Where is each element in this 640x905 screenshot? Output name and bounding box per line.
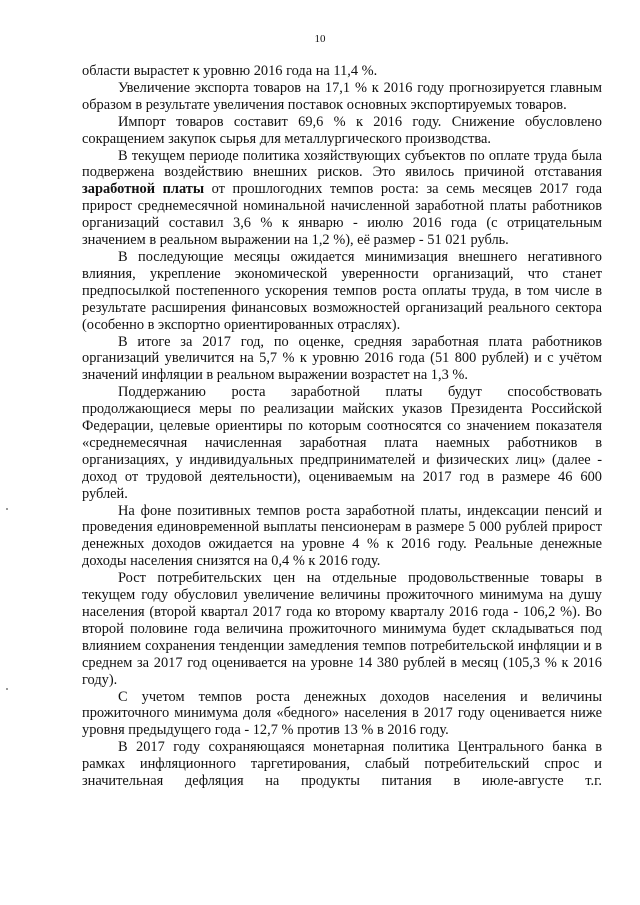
paragraph-annual-wage: В итоге за 2017 год, по оценке, средняя заработная плата работников организаций увеличится на 5,7 % к уровню 2016 года (51 800 рублей) и с учётом значений инфляции в реальном выражении возрастет на 1,3 %. — [82, 333, 602, 384]
paragraph-regional-growth: области вырастет к уровню 2016 года на 11,4 %. — [82, 63, 378, 79]
paragraph-wage-policy — [82, 148, 602, 249]
paragraph-monetary-policy: В 2017 году сохраняющаяся монетарная политика Центрального банка в рамках инфляционного таргетирования, слабый потребительский спрос и значительная дефляция на продукты питания в июле-августе т.г. — [82, 739, 602, 790]
paragraph-export: Увеличение экспорта товаров на 17,1 % к 2016 году прогнозируется главным образом в результате увеличения поставок основных экспортируемых товаров. — [82, 79, 602, 113]
document-body — [82, 63, 602, 790]
paragraph-external-influence: В последующие месяцы ожидается минимизация внешнего негативного влияния, укрепление экономической уверенности организаций, что станет предпосылкой постепенного ускорения темпов роста оплаты труда, в том числе в результате расширения финансовых возможностей организаций реального сектора (особенно в экспортно ориентированных отраслях). — [82, 248, 602, 333]
paragraph-wage-policy-start: В текущем периоде политика хозяйствующих субъектов по оплате труда была подвержена воздействию внешних рисков. Это явилось причиной отставания — [82, 147, 602, 181]
paragraph-wage-support: Поддержанию роста заработной платы будут способствовать продолжающиеся меры по реализации майских указов Президента Российской Федерации, целевые ориентиры по которым соотносятся со значением показателя «среднемесячная начисленная заработная плата наемных работников в организациях, у индивидуальных предпринимателей и физических лиц» (далее - доход от трудовой деятельности), оцениваемым на 2017 год в размере 46 600 рублей. — [82, 384, 602, 502]
scan-speck — [6, 508, 8, 510]
wage-term-bold: заработной платы — [82, 181, 205, 198]
paragraph-income-growth: На фоне позитивных темпов роста заработной платы, индексации пенсий и проведения единовременной выплаты пенсионерам в размере 5 000 рублей прирост денежных доходов ожидается на уровне 4 % к 2016 году. Реальные денежные доходы населения снизятся на 0,4 % к 2016 году. — [82, 502, 602, 570]
paragraph-import: Импорт товаров составит 69,6 % к 2016 году. Снижение обусловлено сокращением закупок сырья для металлургического производства. — [82, 113, 602, 147]
scan-speck — [6, 688, 8, 690]
page-number: 10 — [314, 33, 326, 45]
paragraph-wage-policy-end: от прошлогодних темпов роста: за семь месяцев 2017 года прирост среднемесячной номинальной начисленной заработной платы работников организаций составил 3,6 % к январю - июлю 2016 года (с отрицательным значением в реальном выражении на 1,2 %), её размер - 51 021 рубль. — [82, 181, 602, 249]
paragraph-consumer-prices: Рост потребительских цен на отдельные продовольственные товары в текущем году обусловил увеличение величины прожиточного минимума на душу населения (второй квартал 2017 года ко второму кварталу 2016 года - 106,2 %). Во второй половине года величина прожиточного минимума будет складываться под влиянием сохранения тенденции замедления темпов потребительской инфляции и в среднем за 2017 год оценивается на уровне 14 380 рублей в месяц (105,3 % к 2016 году). — [82, 570, 602, 688]
paragraph-poverty-share: С учетом темпов роста денежных доходов населения и величины прожиточного минимума доля «бедного» населения в 2017 году оценивается ниже уровня предыдущего года - 12,7 % против 13 % в 2016 году. — [82, 688, 602, 739]
